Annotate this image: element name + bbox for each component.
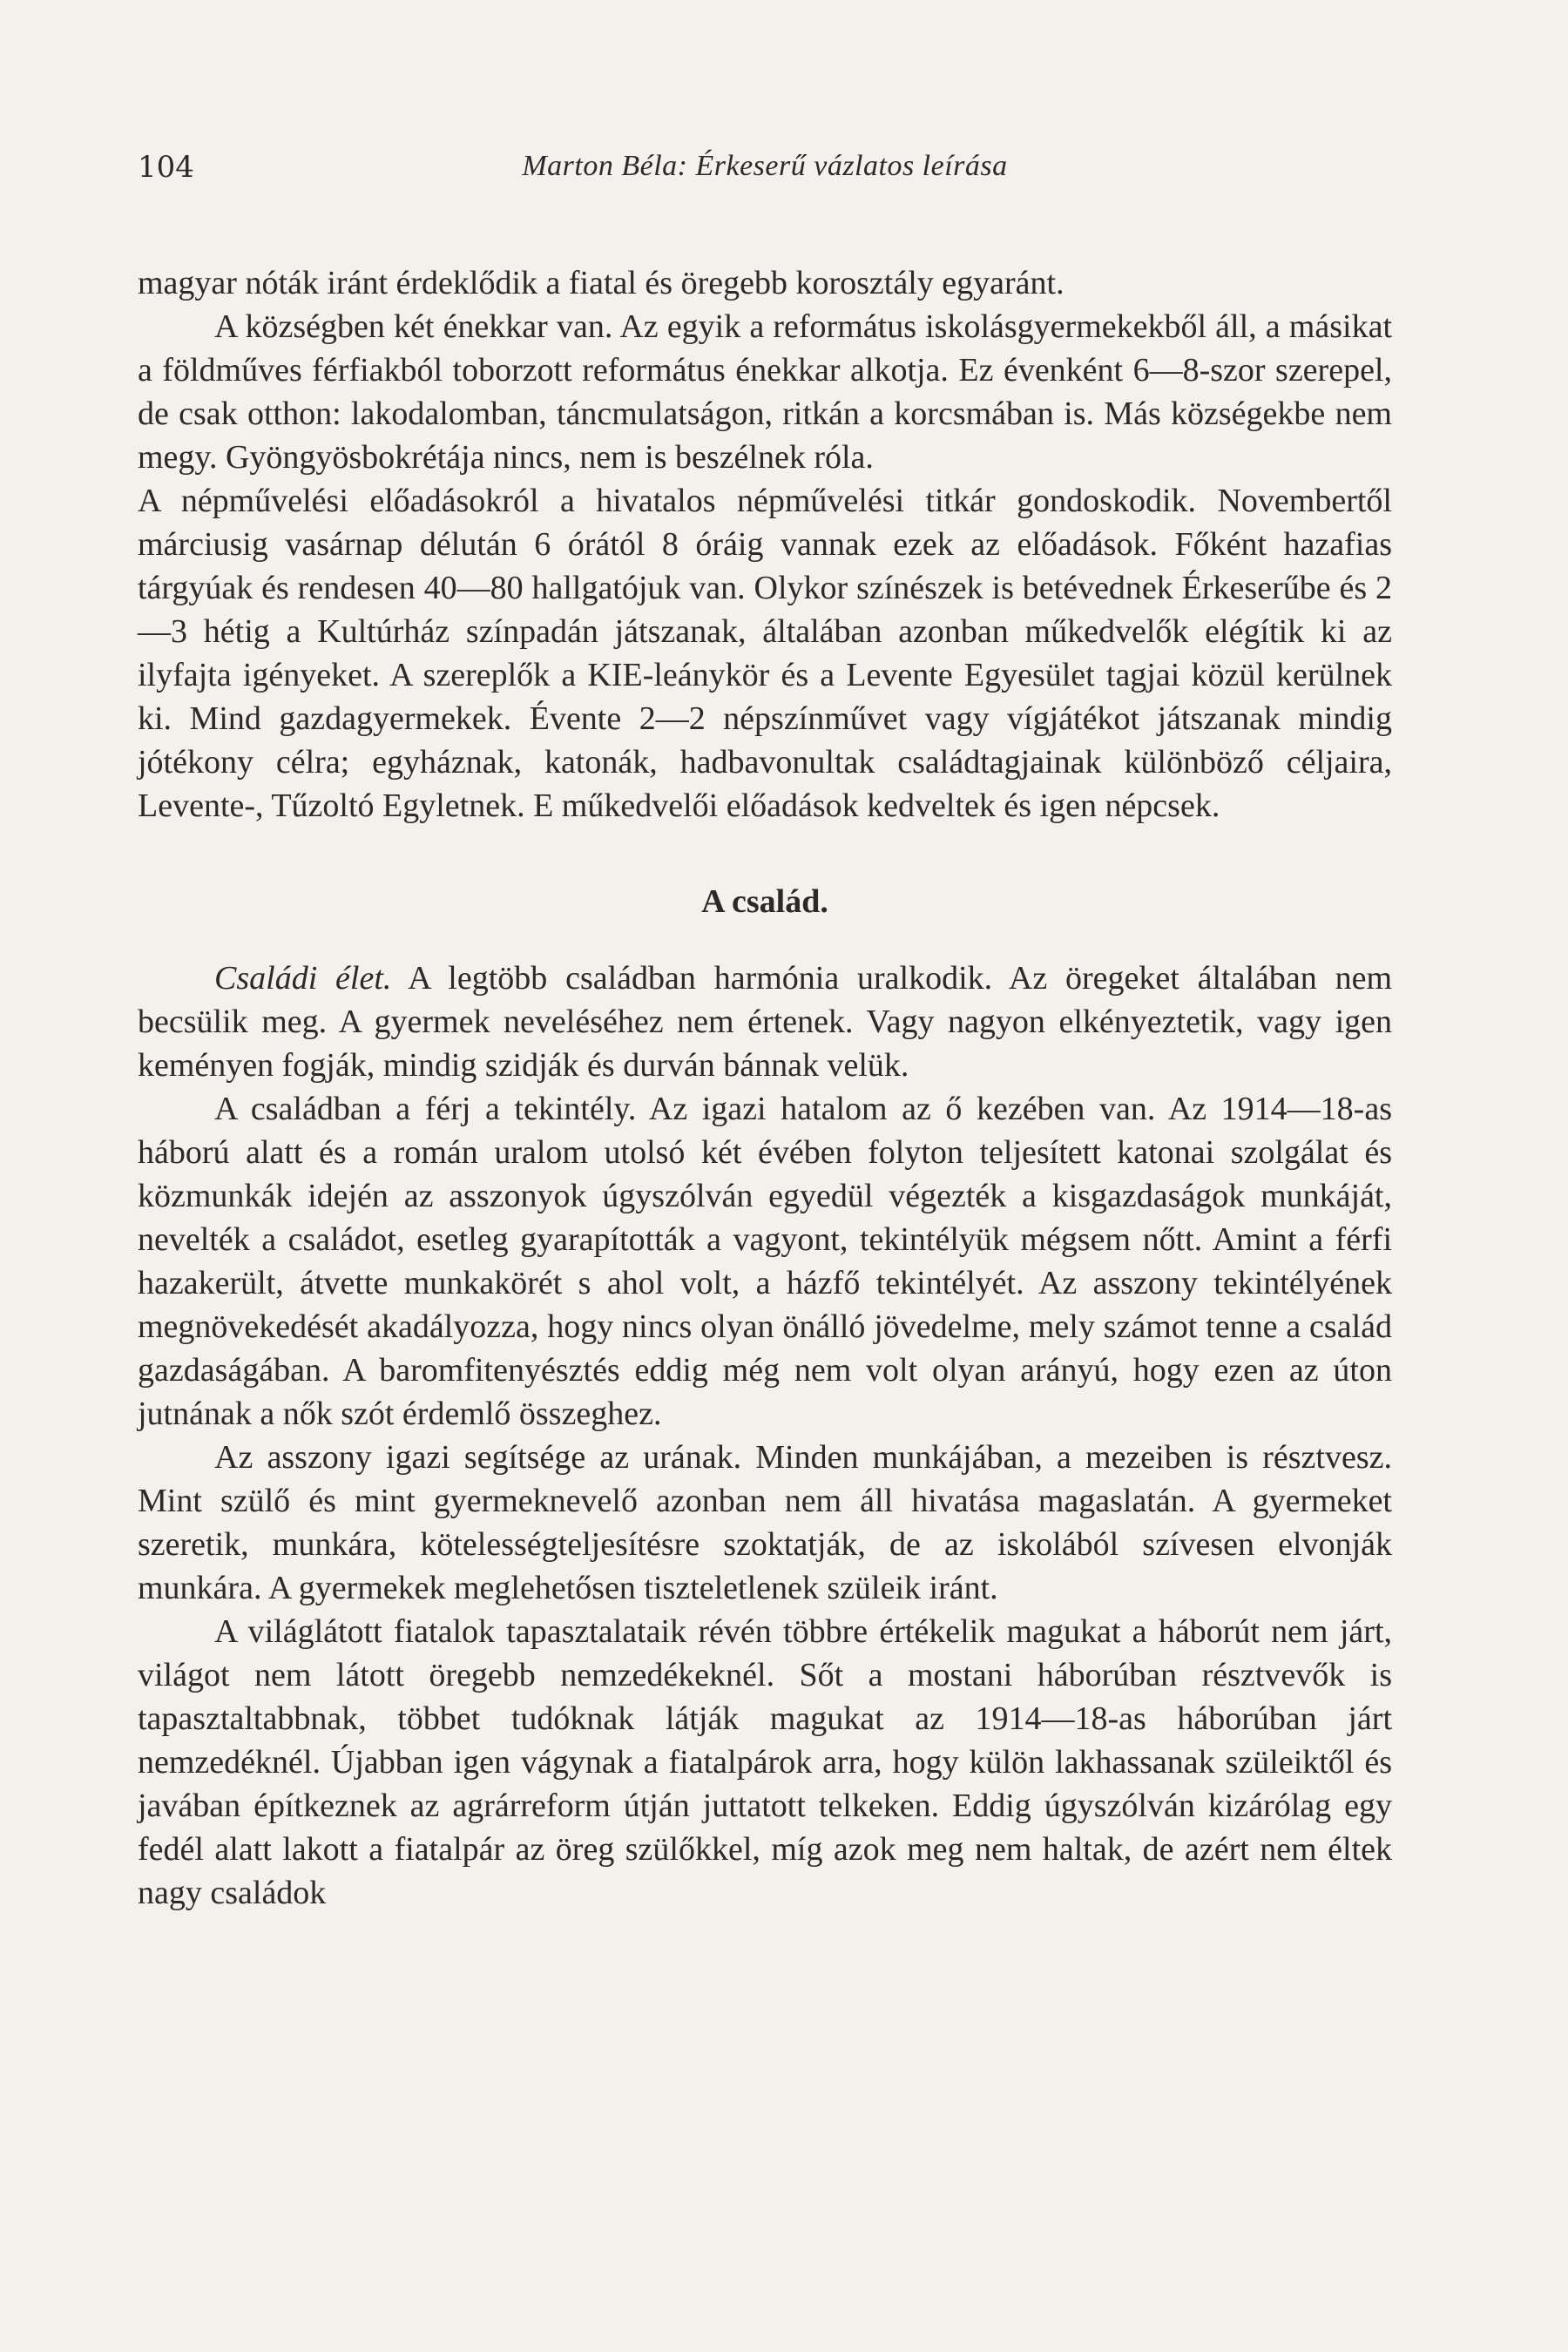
running-title: Marton Béla: Érkeserű vázlatos leírása: [522, 150, 1008, 182]
page-number: 104: [138, 150, 194, 185]
paragraph: A községben két énekkar van. Az egyik a református iskolásgyermekekből áll, a másikat a földműves férfiakból toborzott református énekkar alkotja. Ez évenként 6—8-szor szerepel, de csak otthon: lakodalomban, táncmulatságon, ritkán a korcsmában is. Más községekbe nem megy. Gyöngyösbokrétája nincs, nem is beszélnek róla.: [138, 308, 1392, 476]
section-heading: A család.: [701, 883, 828, 920]
paragraph: A népművelési előadásokról a hivatalos népművelési titkár gondoskodik. Novembertől márciusig vasárnap délután 6 órától 8 óráig vannak ezek az előadások. Főként hazafias tárgyúak és rendesen 40—80 hallgatójuk van. Olykor színészek is betévednek Érkeserűbe és 2—3 hétig a Kultúrház színpadán játszanak, általában azonban műkedvelők elégítik ki az ilyfajta igényeket. A szereplők a KIE-leánykör és a Levente Egyesület tagjai közül kerülnek ki. Mind gazdagyermekek. Évente 2—2 népszínművet vagy vígjátékot játszanak mindig jótékony célra; egyháznak, katonák, hadbavonultak családtagjainak különböző céljaira, Levente-, Tűzoltó Egyletnek. E műkedvelői előadások kedveltek és igen népcsek.: [138, 483, 1392, 824]
paragraph: A családban a férj a tekintély. Az igazi hatalom az ő kezében van. Az 1914—18-as háború alatt és a román uralom utolsó két évében folyton teljesített katonai szolgálat és közmunkák idején az asszonyok úgyszólván egyedül végezték a kisgazdaságok munkáját, nevelték a családot, esetleg gyarapították a vagyont, tekintélyük mégsem nőtt. Amint a férfi hazakerült, átvette munkakörét s ahol volt, a házfő tekintélyét. Az asszony tekintélyének megnövekedését akadályozza, hogy nincs olyan önálló jövedelme, mely számot tenne a család gazdaságában. A baromfitenyésztés eddig még nem volt olyan arányú, hogy ezen az úton jutnának a nők szót érdemlő összeghez.: [138, 1091, 1392, 1432]
paragraph-text: A legtöbb családban harmónia uralkodik. Az öregeket általában nem becsülik meg. A gyermek neveléséhez nem értenek. Vagy nagyon elkényeztetik, vagy igen keményen fogják, mindig szidják és durván bánnak velük.: [138, 960, 1392, 1084]
paragraph: magyar nóták iránt érdeklődik a fiatal és öregebb korosztály egyaránt.: [138, 265, 1064, 301]
run-in-heading: Családi élet.: [214, 960, 392, 997]
paragraph: [138, 956, 1392, 1087]
body-text: [138, 261, 1392, 1915]
page-header: [138, 150, 1392, 193]
paragraph: A világlátott fiatalok tapasztalataik révén többre értékelik magukat a háborút nem járt, világot nem látott öregebb nemzedékeknél. Sőt a mostani háborúban résztvevők is tapasztaltabbnak, többet tudóknak látják magukat az 1914—18-as háborúban járt nemzedéknél. Újabban igen vágynak a fiatalpárok arra, hogy külön lakhassanak szüleiktől és javában építkeznek az agrárreform útján juttatott telkeken. Eddig úgyszólván kizárólag egy fedél alatt lakott a fiatalpár az öreg szülőkkel, míg azok meg nem haltak, de azért nem éltek nagy családok: [138, 1613, 1392, 1911]
paragraph: Az asszony igazi segítsége az urának. Minden munkájában, a mezeiben is résztvesz. Mint szülő és mint gyermeknevelő azonban nem áll hivatása magaslatán. A gyermeket szeretik, munkára, kötelességteljesítésre szoktatják, de az iskolából szívesen elvonják munkára. A gyermekek meglehetősen tiszteletlenek szüleik iránt.: [138, 1439, 1392, 1606]
